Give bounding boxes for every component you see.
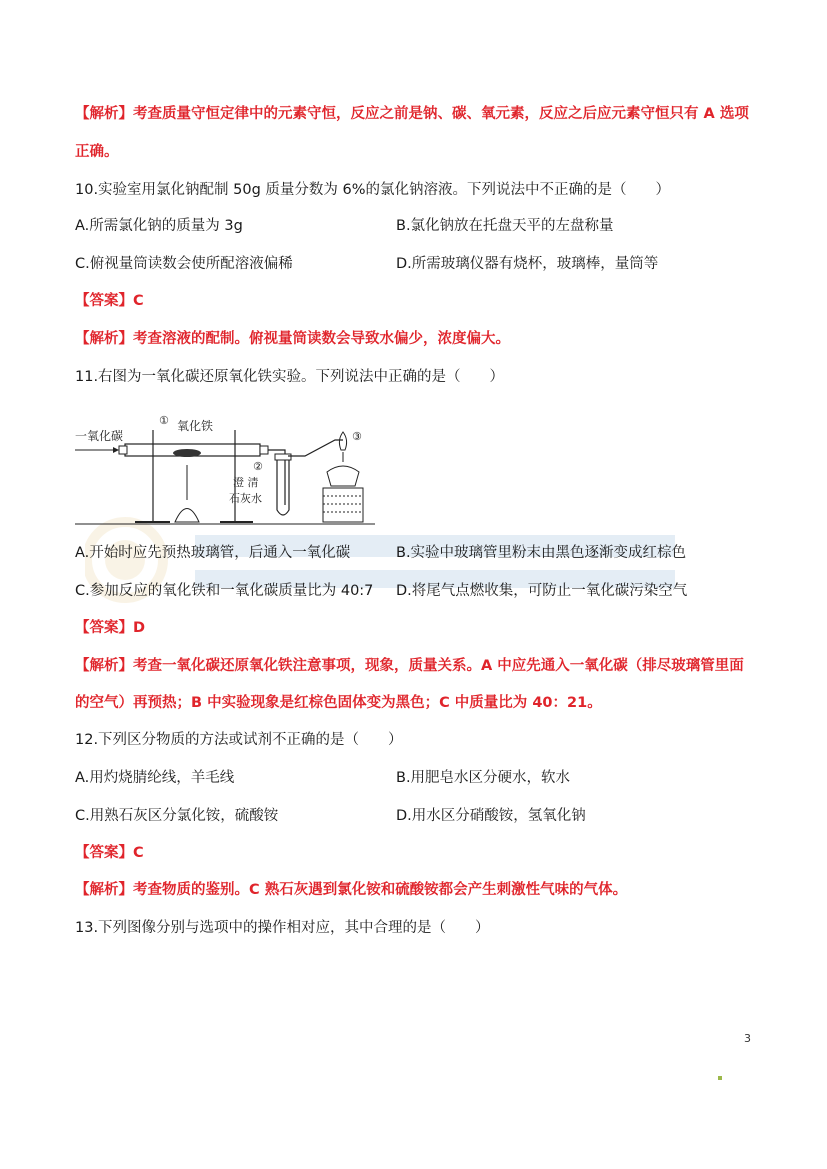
- figure-label-1: ①: [159, 414, 169, 427]
- q13-stem: 13.下列图像分别与选项中的操作相对应，其中合理的是（ ）: [75, 920, 490, 936]
- q11-stem: 11.右图为一氧化碳还原氧化铁实验。下列说法中正确的是（ ）: [75, 369, 505, 385]
- q11-option-b: B.实验中玻璃管里粉末由黑色逐渐变成红棕色: [396, 545, 687, 561]
- q10-option-c: C.俯视量筒读数会使所配溶液偏稀: [75, 256, 293, 272]
- q11-option-d: D.将尾气点燃收集，可防止一氧化碳污染空气: [396, 583, 688, 599]
- q12-answer: 【答案】C: [75, 845, 144, 861]
- q12-option-c: C.用熟石灰区分氯化铵，硫酸铵: [75, 808, 279, 824]
- q11-analysis-line1: 【解析】考查一氧化碳还原氧化铁注意事项，现象，质量关系。A 中应先通入一氧化碳（排尽玻璃管里面: [75, 658, 744, 674]
- figure-label-co: 一氧化碳: [75, 429, 124, 443]
- figure-label-limewater-2: 石灰水: [229, 492, 262, 505]
- q12-analysis: 【解析】考查物质的鉴别。C 熟石灰遇到氯化铵和硫酸铵都会产生刺激性气味的气体。: [75, 882, 628, 898]
- q9-analysis-line2: 正确。: [75, 144, 119, 160]
- decorative-dot: [718, 1076, 722, 1080]
- q10-answer: 【答案】C: [75, 293, 144, 309]
- q12-option-d: D.用水区分硝酸铵，氢氧化钠: [396, 808, 586, 824]
- q12-option-b: B.用肥皂水区分硬水，软水: [396, 770, 571, 786]
- q10-option-a: A.所需氯化钠的质量为 3g: [75, 218, 243, 234]
- q10-analysis: 【解析】考查溶液的配制。俯视量筒读数会导致水偏少，浓度偏大。: [75, 331, 510, 347]
- figure-label-limewater-1: 澄 清: [233, 476, 259, 489]
- figure-label-2: ②: [253, 460, 263, 473]
- figure-label-fe2o3: 氧化铁: [177, 419, 214, 433]
- q10-option-b: B.氯化钠放在托盘天平的左盘称量: [396, 218, 614, 234]
- figure-label-3: ③: [352, 430, 362, 443]
- q11-answer: 【答案】D: [75, 620, 146, 636]
- q11-analysis-line2: 的空气）再预热；B 中实验现象是红棕色固体变为黑色；C 中质量比为 40：21。: [75, 695, 602, 711]
- q12-stem: 12.下列区分物质的方法或试剂不正确的是（ ）: [75, 732, 403, 748]
- co-reduction-apparatus-figure: [75, 410, 375, 530]
- q10-option-d: D.所需玻璃仪器有烧杯，玻璃棒，量筒等: [396, 256, 659, 272]
- page-number: 3: [744, 1032, 751, 1045]
- q11-option-a: A.开始时应先预热玻璃管，后通入一氧化碳: [75, 545, 351, 561]
- q10-stem: 10.实验室用氯化钠配制 50g 质量分数为 6%的氯化钠溶液。下列说法中不正确的是（ ）: [75, 182, 671, 198]
- q11-option-c: C.参加反应的氧化铁和一氧化碳质量比为 40:7: [75, 583, 374, 599]
- q9-analysis-line1: 【解析】考查质量守恒定律中的元素守恒，反应之前是钠、碳、氧元素，反应之后应元素守恒只有 A 选项: [75, 106, 749, 122]
- q12-option-a: A.用灼烧腈纶线，羊毛线: [75, 770, 235, 786]
